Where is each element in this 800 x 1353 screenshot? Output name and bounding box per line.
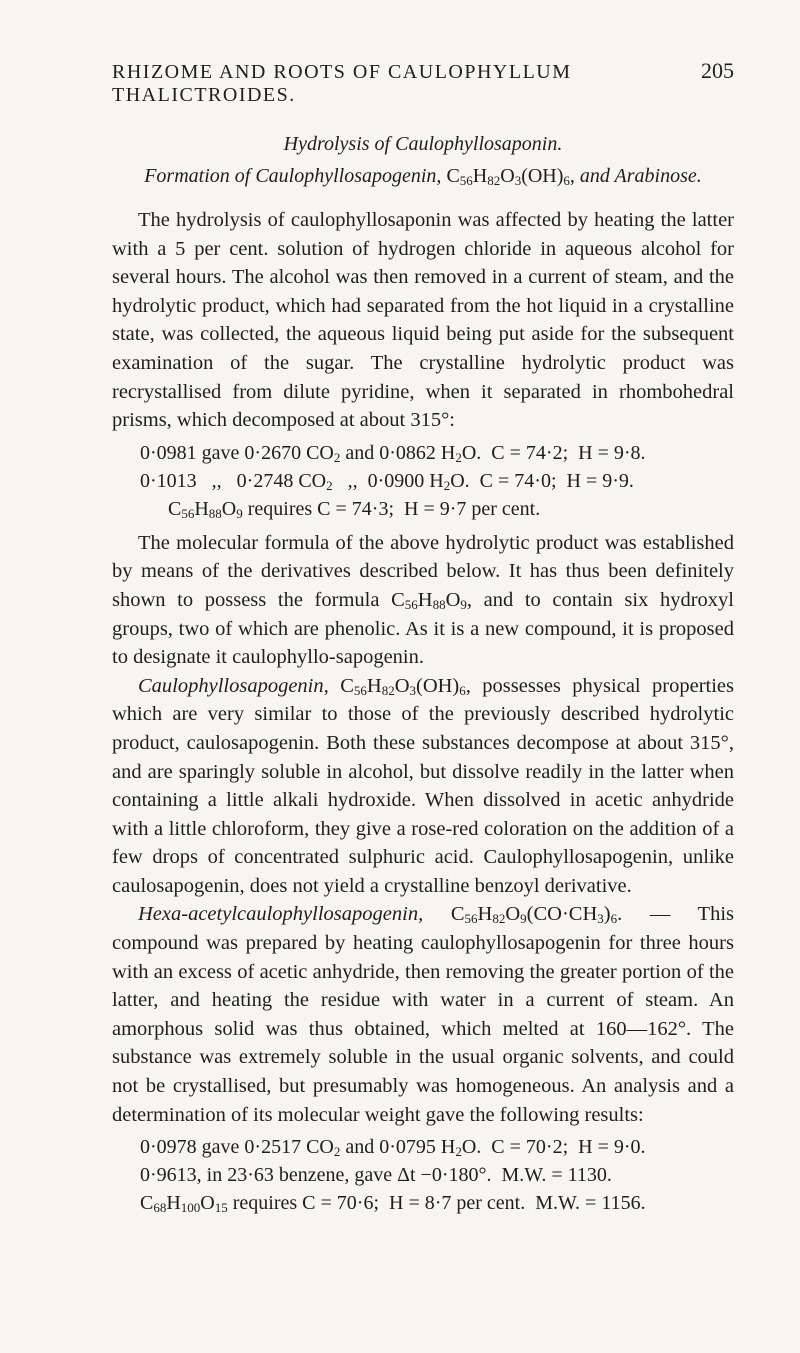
analysis-requires: $C_{56}H_{88}O_9$ requires C = 74·3; H = 9·7 per cent. [168, 497, 541, 521]
subtitle-formula: $C_{56}H_{82}O_3(OH)_6$, [446, 165, 575, 188]
paragraph-lead: Caulophyllosapogenin, [138, 674, 329, 697]
analysis-requires: $C_{68}H_{100}O_{15}$ requires C = 70·6; H = 8·7 per cent. M.W. = 1156. [140, 1192, 646, 1216]
paragraph-hexa-acetyl [112, 900, 734, 1129]
page-number: 205 [701, 58, 734, 83]
analysis-block-2 [112, 1133, 734, 1217]
section-title: Hydrolysis of Caulophyllosaponin. [283, 133, 563, 155]
paragraph-lead: Hexa-acetylcaulophyllosapogenin, [138, 903, 424, 926]
running-title: RHIZOME AND ROOTS OF CAULOPHYLLUM THALICTROIDES. [112, 61, 572, 106]
analysis-line: 0·9613, in 23·63 benzene, gave Δt −0·180°. M.W. = 1130. [140, 1164, 612, 1187]
analysis-line: 0·1013 ,, 0·2748 $CO_2$ ,, 0·0900 $H_2O$. C = 74·0; H = 9·9. [140, 469, 634, 493]
paragraph-body: $C_{56}H_{82}O_9(CO\cdot CH_3)_6$. — This compound was prepared by heating caulophyllosapogenin for three hours with an excess of acetic anhydride, then removing the greater portion of the latter, and heating the residue with water in a current of steam. An amorphous solid was thus obtained, which melted at 160—162°. The substance was extremely soluble in the usual organic solvents, and could not be crystallised, but presumably was homogeneous. An analysis and a determination of its molecular weight gave the following results: [112, 903, 735, 1126]
analysis-line: 0·0981 gave 0·2670 $CO_2$ and 0·0862 $H_2O$. C = 74·2; H = 9·8. [140, 441, 646, 465]
page-header [112, 58, 734, 107]
paragraph-hydrolysis: The hydrolysis of caulophyllosaponin was affected by heating the latter with a 5 per cent. solution of hydrogen chloride in aqueous alcohol for several hours. The alcohol was then removed in a current of steam, and the hydrolytic product, which had separated from the hot liquid in a crystalline state, was collected, the aqueous liquid being put aside for the subsequent examination of the sugar. The crystalline hydrolytic product was recrystallised from dilute pyridine, when it separated in rhombohedral prisms, which decomposed at about 315°: [112, 209, 734, 432]
analysis-block-1 [112, 439, 734, 523]
section-subtitle [112, 162, 734, 190]
paragraph-formula: The molecular formula of the above hydrolytic product was established by means of the derivatives described below. It has thus been definitely shown to possess the formula $C_{56}H_{88}O_9$, and to contain six hydroxyl groups, two of which are phenolic. As it is a new compound, it is proposed to designate it caulophyllo-sapogenin. [112, 531, 734, 669]
paragraph-caulophyllosapogenin [112, 672, 734, 901]
paragraph-body: $C_{56}H_{82}O_3(OH)_6$, possesses physical properties which are very similar to those of the previously described hydrolytic product, caulosapogenin. Both these substances decompose at about 315°, and are sparingly soluble in alcohol, but dissolve readily in the latter when containing a little alkali hydroxide. When dissolved in acetic anhydride with a little chloroform, they give a rose-red coloration on the addition of a few drops of concentrated sulphuric acid. Caulophyllosapogenin, unlike caulosapogenin, does not yield a crystalline benzoyl derivative. [112, 674, 735, 897]
subtitle-prefix: Formation of Caulophyllosapogenin, [144, 165, 442, 187]
subtitle-suffix: and Arabinose. [579, 165, 702, 187]
analysis-line: 0·0978 gave 0·2517 $CO_2$ and 0·0795 $H_2O$. C = 70·2; H = 9·0. [140, 1136, 646, 1160]
